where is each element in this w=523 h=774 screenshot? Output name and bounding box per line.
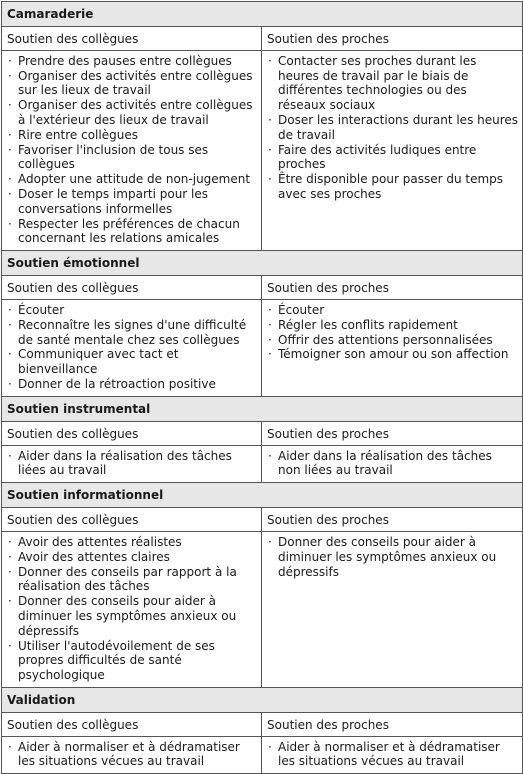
- relatives-support-list: [266, 54, 518, 202]
- section-title: Camaraderie: [2, 2, 523, 27]
- items-row: [2, 299, 523, 396]
- relatives-header: Soutien des proches: [262, 276, 523, 300]
- list-item: · Régler les conflits rapidement: [266, 318, 518, 333]
- colleagues-support-list-cell: [2, 50, 262, 250]
- list-item: · Favoriser l'inclusion de tous ses collègues: [6, 143, 257, 173]
- column-header-row: [2, 421, 523, 445]
- column-header-row: [2, 27, 523, 51]
- relatives-header: Soutien des proches: [262, 508, 523, 532]
- relatives-support-list-cell: [262, 50, 523, 250]
- section-title: Soutien informationnel: [2, 483, 523, 508]
- list-item: · Doser les interactions durant les heures de travail: [266, 113, 518, 143]
- items-row: [2, 531, 523, 687]
- support-table: [1, 1, 523, 774]
- colleagues-header: Soutien des collègues: [2, 508, 262, 532]
- relatives-support-list: [266, 740, 518, 770]
- colleagues-support-list-cell: [2, 445, 262, 483]
- list-item: · Utiliser l'autodévoilement de ses propres difficultés de santé psychologique: [6, 639, 257, 683]
- relatives-support-list-cell: [262, 445, 523, 483]
- list-item: · Aider à normaliser et à dédramatiser les situations vécues au travail: [6, 740, 257, 770]
- colleagues-support-list: [6, 303, 257, 392]
- list-item: · Avoir des attentes réalistes: [6, 535, 257, 550]
- list-item: · Offrir des attentions personnalisées: [266, 333, 518, 348]
- list-item: · Adopter une attitude de non-jugement: [6, 172, 257, 187]
- list-item: · Être disponible pour passer du temps avec ses proches: [266, 172, 518, 202]
- support-table-body: [2, 2, 523, 774]
- relatives-support-list-cell: [262, 299, 523, 396]
- list-item: · Écouter: [6, 303, 257, 318]
- list-item: · Organiser des activités entre collègues à l'extérieur des lieux de travail: [6, 98, 257, 128]
- items-row: [2, 736, 523, 774]
- relatives-support-list: [266, 535, 518, 579]
- list-item: · Donner des conseils par rapport à la réalisation des tâches: [6, 565, 257, 595]
- list-item: · Aider dans la réalisation des tâches liées au travail: [6, 449, 257, 479]
- list-item: · Écouter: [266, 303, 518, 318]
- relatives-header: Soutien des proches: [262, 421, 523, 445]
- relatives-header: Soutien des proches: [262, 712, 523, 736]
- section-row-validation: [2, 687, 523, 712]
- colleagues-support-list-cell: [2, 736, 262, 774]
- list-item: · Doser le temps imparti pour les conversations informelles: [6, 187, 257, 217]
- list-item: · Aider à normaliser et à dédramatiser les situations vécues au travail: [266, 740, 518, 770]
- list-item: · Donner des conseils pour aider à diminuer les symptômes anxieux ou dépressifs: [266, 535, 518, 579]
- section-row-soutien-instrumental: [2, 396, 523, 421]
- relatives-support-list: [266, 449, 518, 479]
- relatives-support-list-cell: [262, 736, 523, 774]
- colleagues-header: Soutien des collègues: [2, 276, 262, 300]
- colleagues-header: Soutien des collègues: [2, 712, 262, 736]
- colleagues-support-list: [6, 449, 257, 479]
- column-header-row: [2, 712, 523, 736]
- relatives-support-list: [266, 303, 518, 362]
- section-row-soutien-emotionnel: [2, 251, 523, 276]
- relatives-support-list-cell: [262, 531, 523, 687]
- list-item: · Rire entre collègues: [6, 128, 257, 143]
- colleagues-support-list: [6, 535, 257, 683]
- list-item: · Contacter ses proches durant les heures de travail par le biais de différentes technologies ou des réseaux sociaux: [266, 54, 518, 113]
- list-item: · Aider dans la réalisation des tâches non liées au travail: [266, 449, 518, 479]
- list-item: · Avoir des attentes claires: [6, 550, 257, 565]
- section-title: Soutien émotionnel: [2, 251, 523, 276]
- column-header-row: [2, 276, 523, 300]
- list-item: · Témoigner son amour ou son affection: [266, 347, 518, 362]
- column-header-row: [2, 508, 523, 532]
- items-row: [2, 50, 523, 250]
- section-title: Soutien instrumental: [2, 396, 523, 421]
- list-item: · Donner de la rétroaction positive: [6, 377, 257, 392]
- colleagues-support-list-cell: [2, 299, 262, 396]
- items-row: [2, 445, 523, 483]
- list-item: · Prendre des pauses entre collègues: [6, 54, 257, 69]
- colleagues-header: Soutien des collègues: [2, 421, 262, 445]
- list-item: · Faire des activités ludiques entre proches: [266, 143, 518, 173]
- colleagues-support-list-cell: [2, 531, 262, 687]
- section-title: Validation: [2, 687, 523, 712]
- list-item: · Donner des conseils pour aider à diminuer les symptômes anxieux ou dépressifs: [6, 594, 257, 638]
- list-item: · Communiquer avec tact et bienveillance: [6, 347, 257, 377]
- colleagues-support-list: [6, 54, 257, 246]
- relatives-header: Soutien des proches: [262, 27, 523, 51]
- colleagues-header: Soutien des collègues: [2, 27, 262, 51]
- list-item: · Respecter les préférences de chacun concernant les relations amicales: [6, 217, 257, 247]
- list-item: · Reconnaître les signes d'une difficulté de santé mentale chez ses collègues: [6, 318, 257, 348]
- colleagues-support-list: [6, 740, 257, 770]
- list-item: · Organiser des activités entre collègues sur les lieux de travail: [6, 69, 257, 99]
- section-row-camaraderie: [2, 2, 523, 27]
- section-row-soutien-informationnel: [2, 483, 523, 508]
